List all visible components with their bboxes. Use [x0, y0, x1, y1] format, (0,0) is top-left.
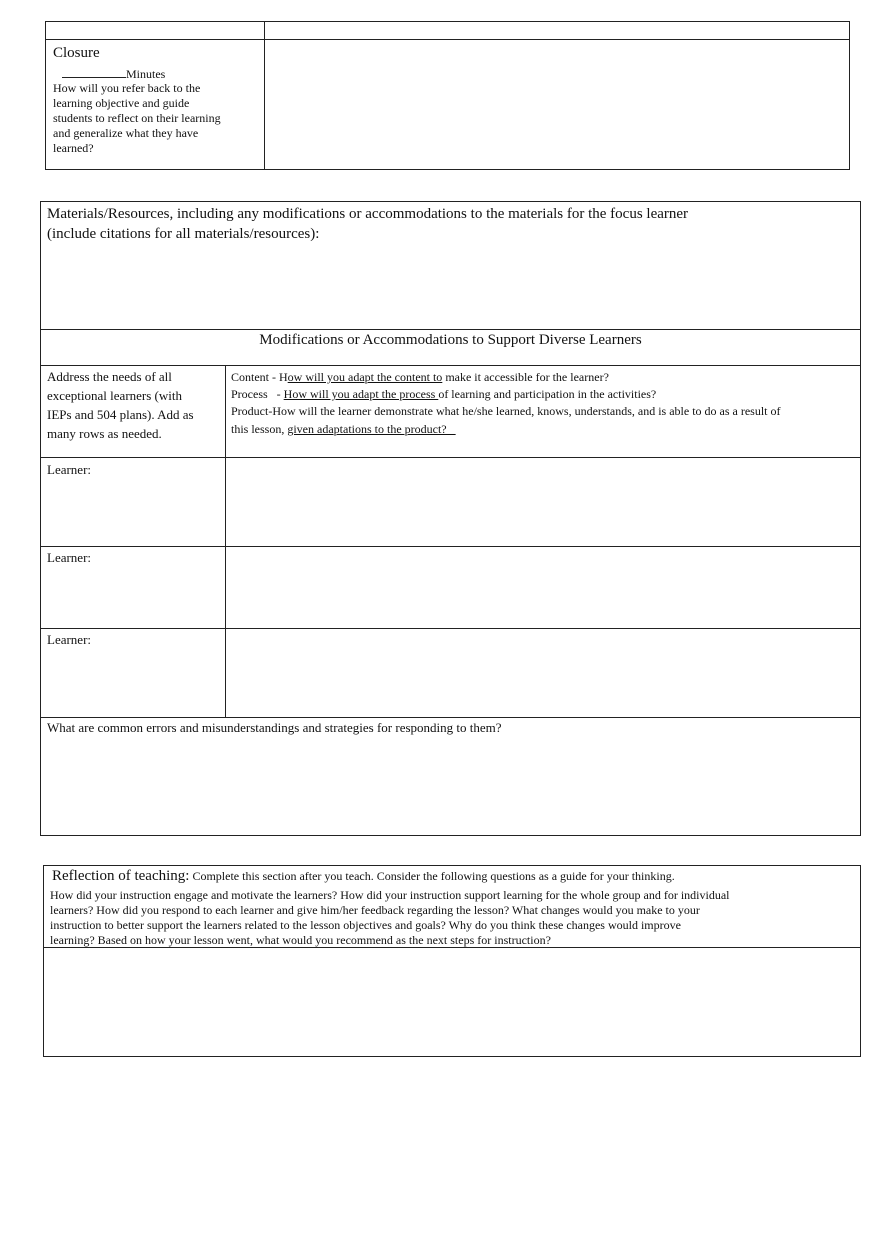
- modifications-heading-divider: [40, 365, 861, 366]
- content-guide-underlined: ow will you adapt the content to: [287, 370, 443, 384]
- content-guide-suffix: make it accessible for the learner?: [442, 370, 609, 384]
- product-guide-line2: [231, 422, 456, 437]
- closure-prompt-line: learned?: [53, 141, 94, 155]
- minutes-blank-line: [62, 66, 126, 78]
- closure-prompt-line: How will you refer back to the: [53, 81, 201, 95]
- materials-response-field[interactable]: [42, 246, 859, 328]
- materials-heading-line1: Materials/Resources, including any modifications or accommodations to the materials for the focus learner: [47, 206, 689, 222]
- reflection-question-line: How did your instruction engage and motivate the learners? How did your instruction support learning for the whole group and for individual: [50, 888, 730, 902]
- materials-heading-line2: (include citations for all materials/resources):: [47, 226, 320, 242]
- learner-response-field[interactable]: [227, 548, 859, 627]
- reflection-question-line: learners? How did you respond to each learner and give him/her feedback regarding the lesson? What changes would you make to your: [50, 903, 700, 917]
- learner-response-field[interactable]: [227, 459, 859, 545]
- process-guide-underlined: How will you adapt the process: [283, 387, 439, 401]
- closure-table-column-divider: [264, 21, 265, 170]
- content-guide: [231, 370, 609, 385]
- learner-response-field[interactable]: [227, 630, 859, 716]
- reflection-intro: Complete this section after you teach. Consider the following questions as a guide for your thinking.: [189, 869, 675, 883]
- address-needs-line: many rows as needed.: [47, 426, 162, 441]
- closure-prompt-line: students to reflect on their learning: [53, 111, 221, 125]
- address-needs-line: Address the needs of all: [47, 369, 172, 384]
- learner-label: Learner:: [47, 632, 92, 647]
- errors-response-field[interactable]: [42, 738, 859, 834]
- address-needs-line: exceptional learners (with: [47, 388, 182, 403]
- learner-row-divider: [40, 546, 861, 547]
- process-guide-suffix: of learning and participation in the activities?: [438, 387, 657, 401]
- process-guide-prefix: Process -: [231, 387, 284, 401]
- closure-title: Closure: [53, 45, 100, 61]
- product-guide-prefix: this lesson,: [231, 422, 288, 436]
- learner-label: Learner:: [47, 550, 92, 565]
- closure-minutes: [62, 66, 165, 82]
- minutes-label: Minutes: [126, 67, 166, 81]
- learner-row-divider: [40, 457, 861, 458]
- learner-column-divider: [225, 365, 226, 717]
- closure-prompt-line: and generalize what they have: [53, 126, 199, 140]
- closure-prompt-line: learning objective and guide: [53, 96, 190, 110]
- reflection-divider: [43, 947, 861, 948]
- closure-table-header-divider: [45, 39, 850, 40]
- modifications-heading: Modifications or Accommodations to Support Diverse Learners: [259, 332, 642, 348]
- learner-row-divider: [40, 628, 861, 629]
- reflection-response-field[interactable]: [45, 949, 859, 1055]
- reflection-question-line: instruction to better support the learners related to the lesson objectives and goals? Why do you think these changes would improve: [50, 918, 681, 932]
- address-needs-line: IEPs and 504 plans). Add as: [47, 407, 194, 422]
- errors-prompt: What are common errors and misunderstandings and strategies for responding to them?: [47, 720, 502, 735]
- closure-response-field[interactable]: [266, 41, 848, 168]
- product-guide: Product-How will the learner demonstrate what he/she learned, knows, understands, and is able to do as a result of: [231, 404, 781, 418]
- reflection-question-line: learning? Based on how your lesson went, what would you recommend as the next steps for instruction?: [50, 933, 551, 947]
- reflection-heading: [52, 869, 675, 884]
- learner-label: Learner:: [47, 462, 92, 477]
- errors-row-divider: [40, 717, 861, 718]
- content-guide-prefix: Content - H: [231, 370, 288, 384]
- product-guide-underlined: given adaptations to the product?: [287, 422, 456, 436]
- reflection-title: Reflection of teaching:: [52, 868, 190, 884]
- process-guide: [231, 387, 656, 402]
